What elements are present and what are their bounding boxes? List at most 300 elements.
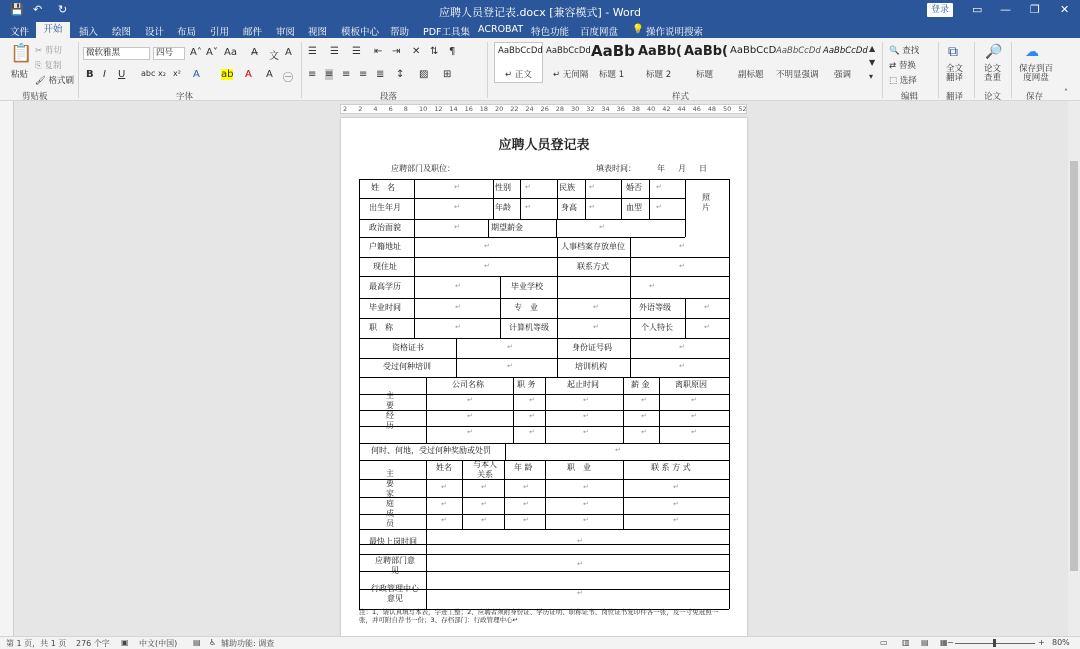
tab-home[interactable]: 开始 <box>36 22 70 38</box>
align-right-icon[interactable]: ≡ <box>342 69 351 80</box>
label-specialty: 个人特长 <box>641 323 673 332</box>
paragraph-mark: ↵ <box>523 500 529 508</box>
table-rule <box>557 338 558 377</box>
tab-insert[interactable]: 插入 <box>79 27 99 38</box>
login-button[interactable]: 登录 <box>927 3 953 17</box>
label-age: 年龄 <box>495 203 511 212</box>
cut-label: 剪切 <box>44 46 62 56</box>
paragraph-mark: ↵ <box>484 262 490 270</box>
table-rule <box>630 237 631 276</box>
redo-icon[interactable]: ↻ <box>58 3 68 16</box>
form-title: 应聘人员登记表 <box>498 138 590 153</box>
divider <box>78 42 79 98</box>
table-rule <box>359 394 729 395</box>
text-effects-icon[interactable]: A <box>193 69 200 80</box>
divider <box>938 42 939 98</box>
label-relation: 与本人关系 <box>473 460 497 479</box>
accessibility-icon: ♿ <box>209 638 217 647</box>
date-month: 月 <box>678 164 686 173</box>
label-education: 最高学历 <box>369 282 401 291</box>
paragraph-mark: ↵ <box>673 516 679 524</box>
paragraph-mark: ↵ <box>529 412 535 420</box>
style-no-spacing-preview[interactable]: AaBbCcDd <box>546 46 591 56</box>
ruler-mark: 48 <box>707 105 717 113</box>
tab-features[interactable]: 特色功能 <box>531 27 570 38</box>
table-rule <box>359 443 729 444</box>
table-rule <box>359 377 729 378</box>
label-family: 主要家庭成员 <box>386 469 394 528</box>
paragraph-mark: ↵ <box>704 323 710 331</box>
distributed-icon[interactable]: ≣ <box>376 69 385 80</box>
table-rule <box>462 460 463 529</box>
italic-icon[interactable]: I <box>103 69 106 80</box>
label-period: 起止时间 <box>567 380 599 389</box>
highlight-icon[interactable]: ab <box>221 69 234 80</box>
paragraph-mark: ↵ <box>599 223 605 231</box>
styles-up-icon[interactable]: ▲ <box>869 44 876 53</box>
justify-icon[interactable]: ≡ <box>359 69 368 80</box>
zoom-level[interactable]: 80% <box>1052 638 1070 647</box>
shading-icon[interactable]: A <box>266 69 273 80</box>
label-wage: 薪 金 <box>631 380 650 389</box>
style-subtle-emphasis-preview[interactable]: AaBbCcDd <box>776 46 821 56</box>
style-subtitle-label: 副标题 <box>738 70 764 80</box>
tab-layout[interactable]: 布局 <box>177 27 197 38</box>
group-save: 保存 <box>1026 92 1044 102</box>
styles-down-icon[interactable]: ▼ <box>869 58 876 67</box>
tab-file[interactable]: 文件 <box>10 27 30 38</box>
table-rule <box>504 460 505 529</box>
paragraph-mark: ↵ <box>441 483 447 491</box>
paragraph-mark: ↵ <box>507 343 513 351</box>
paragraph-mark: ↵ <box>679 362 685 370</box>
paragraph-mark: ↵ <box>454 203 460 211</box>
divider <box>301 42 302 98</box>
ribbon-display-icon[interactable]: ▭ <box>972 3 983 16</box>
read-mode-icon[interactable]: ▥ <box>902 638 910 647</box>
table-rule <box>359 554 729 555</box>
dept-position-label: 应聘部门及职位： <box>391 164 455 173</box>
label-certificate: 资格证书 <box>392 343 424 352</box>
ruler-mark: 36 <box>616 105 625 113</box>
ruler-mark: 34 <box>601 105 610 113</box>
table-rule <box>585 179 586 219</box>
multilevel-list-icon[interactable]: ☰ <box>352 46 361 57</box>
underline-icon[interactable]: U <box>118 69 126 80</box>
ruler-mark: 46 <box>692 105 701 113</box>
table-rule <box>685 318 686 338</box>
label-marital: 婚否 <box>626 183 642 192</box>
label-name: 姓 名 <box>371 183 395 192</box>
select-button[interactable]: ⬚ 选择 <box>889 76 917 86</box>
vertical-scrollbar[interactable] <box>1068 101 1080 636</box>
decrease-indent-icon[interactable]: ⇤ <box>374 46 383 57</box>
label-dept-opinion: 应聘部门意 见 <box>375 556 423 575</box>
borders-icon[interactable]: ⊞ <box>443 69 452 80</box>
language[interactable]: 中文(中国) <box>139 639 178 648</box>
translate-icon[interactable]: ⧉ <box>948 44 958 60</box>
find-label: 查找 <box>902 46 920 56</box>
ruler-mark: 24 <box>525 105 534 113</box>
vertical-ruler <box>0 101 14 636</box>
table-rule <box>505 443 506 460</box>
zoom-slider-thumb[interactable] <box>993 639 996 647</box>
ruler-mark: 14 <box>449 105 458 113</box>
table-rule <box>359 514 729 515</box>
label-member-age: 年 龄 <box>514 463 533 472</box>
paragraph-mark: ↵ <box>691 412 697 420</box>
zoom-in-button[interactable]: + <box>1038 638 1045 647</box>
divider <box>1011 42 1012 98</box>
registration-table <box>359 179 731 611</box>
ribbon-home <box>0 38 1080 101</box>
ruler-mark: 28 <box>555 105 565 113</box>
ruler-mark: 2 <box>343 105 348 113</box>
table-rule <box>359 358 729 359</box>
save-icon[interactable]: 💾 <box>10 3 24 16</box>
font-name-select[interactable]: 微软雅黑 <box>83 47 150 60</box>
collapse-ribbon-icon[interactable]: ˄ <box>1064 88 1068 97</box>
label-training: 受过何种培训 <box>383 362 431 371</box>
shading-bucket-icon[interactable]: ▨ <box>419 69 429 80</box>
lightbulb-icon: 💡 <box>632 24 644 35</box>
paragraph-mark: ↵ <box>583 500 589 508</box>
page-count[interactable]: 第 1 页，共 1 页 <box>6 639 67 648</box>
label-birth: 出生年月 <box>369 203 401 212</box>
label-political: 政治面貌 <box>369 223 401 232</box>
paragraph-mark: ↵ <box>455 282 461 290</box>
paragraph-mark: ↵ <box>691 428 697 436</box>
table-rule <box>426 377 427 443</box>
table-rule <box>359 426 729 427</box>
paragraph-mark: ↵ <box>454 183 460 191</box>
tab-mailings[interactable]: 邮件 <box>243 27 263 38</box>
group-translate: 翻译 <box>946 92 964 102</box>
ruler-mark: 30 <box>571 105 580 113</box>
ruler-mark: 44 <box>677 105 686 113</box>
paragraph-mark: ↵ <box>583 396 589 404</box>
tab-design[interactable]: 设计 <box>145 27 165 38</box>
find-button[interactable]: 🔍 查找 <box>889 46 920 56</box>
align-center-icon[interactable]: ≡ <box>325 69 334 80</box>
ruler-mark: 40 <box>647 105 656 113</box>
label-foreign-lang: 外语等级 <box>639 303 671 312</box>
table-rule <box>623 377 624 443</box>
paragraph-mark: ↵ <box>525 203 531 211</box>
horizontal-ruler <box>340 104 747 114</box>
paragraph-mark: ↵ <box>467 412 473 420</box>
table-rule <box>685 179 686 237</box>
table-rule <box>630 276 631 338</box>
save-to-baidu-button[interactable]: 保存到百度网盘 <box>1018 64 1053 83</box>
label-company: 公司名称 <box>452 380 484 389</box>
label-major: 专 业 <box>514 303 538 312</box>
group-font: 字体 <box>176 92 194 102</box>
numbering-icon[interactable]: ☰ <box>330 46 339 57</box>
label-height: 身高 <box>561 203 577 212</box>
style-emphasis-label: 强调 <box>834 70 852 80</box>
date-day: 日 <box>699 164 707 173</box>
label-member-contact: 联 系 方 式 <box>651 463 691 472</box>
label-training-org: 培训机构 <box>575 362 607 371</box>
style-title-label: 标题 <box>696 70 714 80</box>
web-layout-icon[interactable]: ▦ <box>940 638 948 647</box>
table-rule <box>456 338 457 377</box>
paragraph-mark: ↵ <box>679 262 685 270</box>
table-rule <box>557 179 558 219</box>
replace-button[interactable]: ⇄ 替换 <box>889 61 916 71</box>
group-clipboard: 剪贴板 <box>22 92 48 102</box>
tab-references[interactable]: 引用 <box>210 27 230 38</box>
increase-indent-icon[interactable]: ⇥ <box>392 46 401 57</box>
subscript-icon[interactable]: x₂ <box>158 69 166 78</box>
tab-template-center[interactable]: 模板中心 <box>341 27 380 38</box>
paragraph-mark: ↵ <box>615 446 621 454</box>
tab-view[interactable]: 视图 <box>308 27 328 38</box>
enclose-char-icon[interactable]: ㊀ <box>283 73 293 84</box>
document-page[interactable] <box>341 118 747 636</box>
show-marks-icon[interactable]: ¶ <box>449 46 456 57</box>
paragraph-mark: ↵ <box>656 183 662 191</box>
paragraph-mark: ↵ <box>523 516 529 524</box>
table-rule <box>359 479 729 480</box>
macro-icon[interactable]: ▤ <box>193 638 201 647</box>
bold-icon[interactable]: B <box>86 69 94 80</box>
table-rule <box>488 219 489 237</box>
replace-label: 替换 <box>898 61 916 71</box>
chinese-layout-icon[interactable]: ✕ <box>412 46 421 57</box>
style-heading1-label: 标题 1 <box>599 70 625 80</box>
table-rule <box>414 276 415 338</box>
style-subtle-emphasis-label: 不明显强调 <box>776 70 819 80</box>
tab-help[interactable]: 帮助 <box>390 27 410 38</box>
table-rule <box>359 198 685 199</box>
style-heading2-preview[interactable]: AaBb( <box>638 44 682 59</box>
grow-font-icon[interactable]: A˄ <box>190 47 202 58</box>
paragraph-mark: ↵ <box>583 412 589 420</box>
label-start-date: 最快上岗时间 <box>369 537 417 546</box>
label-archive: 人事档案存放单位 <box>561 242 625 251</box>
footnote: 注：1、请认真填写本表，字迹工整；2、应聘者须附身份证、学历证明、职称证书、岗位证书复印件各一张，及一寸免冠照一张，并可附自荐书一份；3、存档部门：行政管理中心↵ <box>359 608 719 624</box>
ruler-mark: 4 <box>373 105 378 113</box>
style-heading2-label: 标题 2 <box>646 70 672 80</box>
paragraph-mark: ↵ <box>673 483 679 491</box>
group-paper: 论文 <box>984 92 1002 102</box>
tab-draw[interactable]: 绘图 <box>112 27 132 38</box>
ruler-mark: 10 <box>419 105 428 113</box>
table-rule <box>545 377 546 443</box>
style-normal-preview[interactable]: AaBbCcDd <box>498 46 543 56</box>
style-normal-label: ↵ 正文 <box>505 70 532 80</box>
table-rule <box>493 179 494 219</box>
paste-button[interactable]: 粘贴 <box>11 70 29 80</box>
paragraph-mark: ↵ <box>484 242 490 250</box>
label-photo: 照片 <box>702 193 710 212</box>
paragraph-mark: ↵ <box>593 323 599 331</box>
ribbon-tabs <box>0 21 1080 38</box>
border-char-icon[interactable]: A <box>285 47 292 58</box>
label-gender: 性别 <box>495 183 511 192</box>
undo-icon[interactable]: ↶ <box>33 3 43 16</box>
change-case-icon[interactable]: Aa <box>224 47 237 58</box>
word-count[interactable]: 276 个字 <box>76 639 110 648</box>
table-rule <box>359 338 729 339</box>
table-rule <box>359 410 729 411</box>
paragraph-mark: ↵ <box>641 412 647 420</box>
ruler-mark: 22 <box>510 105 519 113</box>
paragraph-mark: ↵ <box>481 516 487 524</box>
table-rule <box>623 460 624 529</box>
label-member-job: 职 业 <box>567 463 591 472</box>
table-rule <box>359 219 685 220</box>
baidu-cloud-icon[interactable]: ☁ <box>1025 44 1039 60</box>
divider <box>974 42 975 98</box>
format-painter-button[interactable]: 🖌 格式刷 <box>35 76 75 86</box>
phonetic-icon[interactable]: 文 <box>269 51 279 62</box>
paragraph-mark: ↵ <box>577 537 583 545</box>
paper-check-icon[interactable]: 🔎 <box>985 44 1003 60</box>
paste-icon[interactable]: 📋 <box>10 43 33 64</box>
label-salary-expect: 期望薪金 <box>491 223 523 232</box>
close-icon[interactable]: ✕ <box>1060 3 1070 16</box>
copy-button[interactable]: ⎘ 复制 <box>35 61 62 71</box>
label-title-rank: 职 称 <box>369 323 393 332</box>
table-rule <box>414 237 415 276</box>
paragraph-mark: ↵ <box>577 589 583 597</box>
paragraph-mark: ↵ <box>649 282 655 290</box>
paragraph-mark: ↵ <box>583 428 589 436</box>
table-rule <box>426 529 427 609</box>
full-translate-button[interactable]: 全文翻译 <box>946 64 964 83</box>
ruler-mark: 50 <box>723 105 732 113</box>
label-residence: 现住址 <box>373 262 397 271</box>
tell-me-search[interactable]: 操作说明搜索 <box>646 27 704 38</box>
style-title-preview[interactable]: AaBb( <box>684 44 728 59</box>
font-color-icon[interactable]: A <box>245 69 252 80</box>
status-bar <box>0 636 1080 649</box>
label-computer-level: 计算机等级 <box>509 323 549 332</box>
table-rule <box>557 237 558 276</box>
print-layout-icon[interactable]: ▤ <box>921 638 929 647</box>
date-year: 年 <box>657 164 665 173</box>
date-label: 填表时间： <box>596 164 636 173</box>
label-member-name: 姓名 <box>436 463 452 472</box>
paragraph-mark: ↵ <box>583 483 589 491</box>
paragraph-mark: ↵ <box>589 203 595 211</box>
bullets-icon[interactable]: ☰ <box>308 46 317 57</box>
table-rule <box>500 276 501 338</box>
ruler-mark: 26 <box>540 105 549 113</box>
superscript-icon[interactable]: x² <box>173 69 181 78</box>
label-grad-time: 毕业时间 <box>369 303 401 312</box>
focus-mode-icon[interactable]: ▭ <box>880 638 888 647</box>
cut-button[interactable]: ✂ 剪切 <box>35 46 62 56</box>
table-rule <box>659 377 660 443</box>
restore-icon[interactable]: ❐ <box>1030 3 1040 16</box>
tab-pdf-tools[interactable]: PDF工具集 <box>423 27 471 38</box>
proofing-icon[interactable]: ▣ <box>121 638 129 647</box>
clear-format-icon[interactable]: A̶ <box>251 47 258 58</box>
paragraph-mark: ↵ <box>593 303 599 311</box>
minimize-icon[interactable]: — <box>1000 3 1011 16</box>
style-heading1-preview[interactable]: AaBb <box>591 42 635 60</box>
strikethrough-icon[interactable]: abc <box>141 69 156 78</box>
select-label: 选择 <box>899 76 917 86</box>
divider <box>882 42 883 98</box>
ruler-mark: 18 <box>479 105 489 113</box>
paragraph-mark: ↵ <box>467 428 473 436</box>
line-spacing-icon[interactable]: ↕ <box>396 69 405 80</box>
style-subtitle-preview[interactable]: AaBbCcD <box>730 45 777 56</box>
table-rule <box>621 179 622 219</box>
table-rule <box>649 179 650 219</box>
ruler-mark: 32 <box>586 105 595 113</box>
scroll-thumb[interactable] <box>1070 161 1078 571</box>
label-id-number: 身份证号码 <box>572 343 612 352</box>
paragraph-mark: ↵ <box>679 343 685 351</box>
table-rule <box>685 298 686 318</box>
table-rule <box>359 460 729 461</box>
label-work-history: 主要经历 <box>386 391 394 430</box>
table-rule <box>426 460 427 529</box>
label-admin-opinion: 行政管理中心意见 <box>371 584 419 603</box>
zoom-out-button[interactable]: − <box>947 638 954 647</box>
table-rule <box>513 377 514 443</box>
group-editing: 编辑 <box>901 92 919 102</box>
sort-icon[interactable]: ⇅ <box>430 46 439 57</box>
paragraph-mark: ↵ <box>507 362 513 370</box>
paragraph-mark: ↵ <box>679 242 685 250</box>
ruler-mark: 38 <box>631 105 641 113</box>
table-rule <box>557 276 558 338</box>
style-no-spacing-label: ↵ 无间隔 <box>553 70 589 80</box>
paragraph-mark: ↵ <box>467 396 473 404</box>
paper-check-button[interactable]: 论文查重 <box>984 64 1002 83</box>
paragraph-mark: ↵ <box>481 483 487 491</box>
tab-acrobat[interactable]: ACROBAT <box>478 24 524 35</box>
copy-label: 复制 <box>44 61 62 71</box>
font-size-select[interactable]: 四号 <box>153 47 185 60</box>
ruler-mark: 20 <box>495 105 504 113</box>
style-emphasis-preview[interactable]: AaBbCcDd <box>823 46 868 56</box>
ruler-mark: 2 <box>358 105 363 113</box>
table-rule <box>359 529 729 530</box>
styles-more-icon[interactable]: ▾ <box>869 72 874 81</box>
paragraph-mark: ↵ <box>529 396 535 404</box>
table-rule <box>359 497 729 498</box>
label-school: 毕业学校 <box>511 282 543 291</box>
tab-review[interactable]: 审阅 <box>276 27 296 38</box>
paragraph-mark: ↵ <box>454 223 460 231</box>
paragraph-mark: ↵ <box>673 500 679 508</box>
ruler-mark: 8 <box>403 105 408 113</box>
table-rule <box>630 338 631 377</box>
align-left-icon[interactable]: ≡ <box>308 69 317 80</box>
accessibility-status[interactable]: 辅助功能: 调查 <box>221 639 275 648</box>
group-paragraph: 段落 <box>380 92 398 102</box>
shrink-font-icon[interactable]: A˅ <box>206 47 218 58</box>
label-ethnicity: 民族 <box>559 183 575 192</box>
ruler-mark: 16 <box>464 105 473 113</box>
paragraph-mark: ↵ <box>529 428 535 436</box>
table-rule <box>729 179 730 609</box>
paragraph-mark: ↵ <box>583 516 589 524</box>
tab-baidu[interactable]: 百度网盘 <box>580 27 619 38</box>
ruler-mark: 12 <box>434 105 443 113</box>
window-title: 应聘人员登记表.docx [兼容模式] - Word <box>438 6 642 19</box>
label-leave-reason: 离职原因 <box>675 380 707 389</box>
label-hukou: 户籍地址 <box>369 242 401 251</box>
